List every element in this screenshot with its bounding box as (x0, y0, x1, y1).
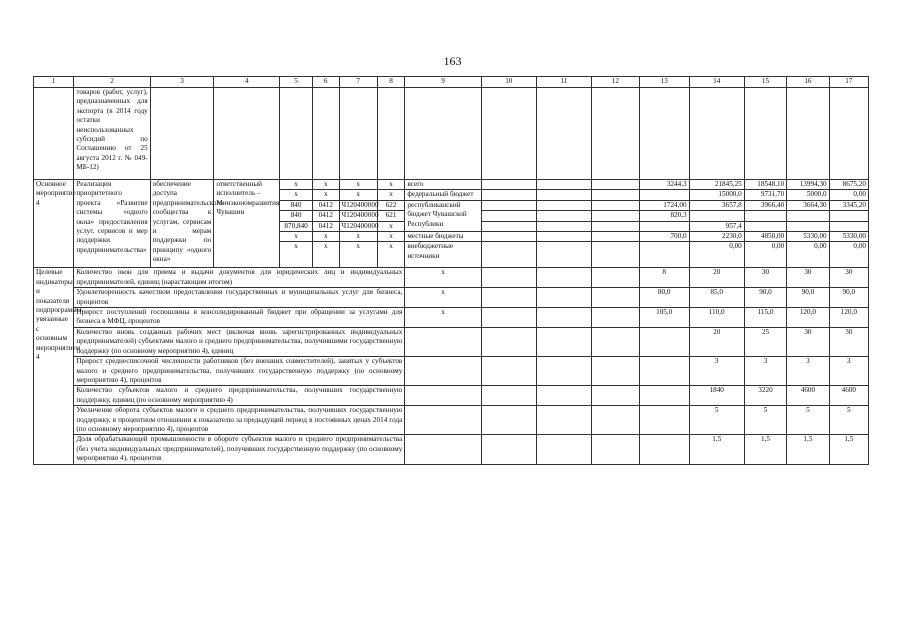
indicator-row (34, 357, 869, 386)
cell-c14: 1,5 (689, 435, 744, 464)
cell-c6: x (313, 232, 340, 242)
indicator-text: Количество субъектов малого и среднего предпринимательства, получивших государственную поддержку, единиц (по основному мероприятию 4) (74, 386, 405, 406)
header-cell: 1 (34, 77, 74, 88)
cell-c13: 820,3 (639, 211, 689, 221)
header-cell: 6 (313, 77, 340, 88)
cell-c8: x (377, 232, 405, 242)
indicator-text: Прирост среднесписочной численности работников (без внешних совместителей), занятых у субъектов малого и среднего предпринимательства, получивших государственную поддержку (по основному мероприятию 4), процентов (74, 357, 405, 386)
cell-c7: Ч120400000 (339, 200, 377, 210)
cell-c13: 3244,3 (639, 180, 689, 190)
cell-c6: x (313, 190, 340, 200)
cell-c13 (639, 435, 689, 464)
cell-c17: 3345,20 (829, 200, 868, 210)
cell-c13: 80,0 (639, 288, 689, 308)
cell-c14: 20 (689, 268, 744, 288)
cell-c15: 25 (744, 327, 786, 356)
indicator-row (34, 435, 869, 464)
cell-c16 (787, 221, 829, 231)
cell-c17: 3 (829, 357, 868, 386)
cell-c13: 700,0 (639, 232, 689, 242)
cell-c16: 0,00 (787, 242, 829, 268)
cell-c8: x (377, 190, 405, 200)
cell-c6: 0412 (313, 200, 340, 210)
cell-c5: x (280, 242, 313, 268)
event-executor: ответственный исполнитель – Минэкономразвития Чувашии (214, 180, 280, 268)
cell-c17: 4600 (829, 386, 868, 406)
cell-c15: 115,0 (744, 308, 786, 328)
indicator-row (34, 308, 869, 328)
event-row (34, 180, 869, 190)
indicator-row (34, 386, 869, 406)
cell-c16: 3 (787, 357, 829, 386)
cell-c13: 1724,00 (639, 200, 689, 210)
header-cell: 2 (74, 77, 150, 88)
cell-c6: 0412 (313, 221, 340, 231)
cell-c6: x (313, 180, 340, 190)
cell-c15: 0,00 (744, 242, 786, 268)
cell-c13 (639, 221, 689, 231)
indicator-text: Увеличение оборота субъектов малого и среднего предпринимательства, получивших государственную поддержку, в процентном отношении к показателю за предыдущий период в постоянных ценах 2014 года (по основному мероприятию 4), процентов (74, 406, 405, 435)
cell-c17 (829, 211, 868, 221)
cell-c7: x (339, 180, 377, 190)
header-row (34, 77, 869, 88)
page-number: 163 (443, 54, 462, 68)
indicators-label: Целевые индикаторы и показатели подпрограммы, увязанные с основным мероприятием 4 (34, 268, 74, 464)
header-cell: 10 (481, 77, 536, 88)
cell-c16: 13994,30 (787, 180, 829, 190)
cell-c8: x (377, 242, 405, 268)
cell-c14: 15000,0 (689, 190, 744, 200)
header-cell: 9 (405, 77, 481, 88)
cell-c15: 18548,10 (744, 180, 786, 190)
funding-source: всего (405, 180, 481, 190)
cell-c16: 90,0 (787, 288, 829, 308)
cell-c17: 90,0 (829, 288, 868, 308)
cell-c15: 9731,70 (744, 190, 786, 200)
cell-c16: 1,5 (787, 435, 829, 464)
cell-c17: 8675,20 (829, 180, 868, 190)
funding-source: федеральный бюджет (405, 190, 481, 200)
funding-source: республиканский бюджет Чувашской Республики (405, 200, 481, 231)
carry-row (34, 88, 869, 180)
header-cell: 5 (280, 77, 313, 88)
cell-c16: 5 (787, 406, 829, 435)
header-cell: 17 (829, 77, 868, 88)
cell-c5: x (280, 180, 313, 190)
cell-c13 (639, 357, 689, 386)
cell-c15: 3 (744, 357, 786, 386)
cell-c17: 30 (829, 327, 868, 356)
cell-c8: 621 (377, 211, 405, 221)
header-cell: 16 (787, 77, 829, 88)
cell-c15: 4850,00 (744, 232, 786, 242)
cell-c5: x (280, 190, 313, 200)
event-name: Реализация приоритетного проекта «Развитие системы «одного окна» предоставления услуг, сервисов и мер поддержки предпринимательства» (74, 180, 150, 268)
cell-c15: 30 (744, 268, 786, 288)
cell-c9: x (405, 268, 481, 288)
cell-c9 (405, 386, 481, 406)
cell-c16: 30 (787, 268, 829, 288)
cell-c8: x (377, 221, 405, 231)
cell-c14: 957,4 (689, 221, 744, 231)
carry-text: товаров (работ, услуг), предназначенных для экспорта (в 2014 году остатки неиспользованных субсидий по Соглашению от 25 августа 2012 г. № 049-МБ-12) (74, 88, 150, 180)
cell-c9 (405, 435, 481, 464)
cell-c16: 30 (787, 327, 829, 356)
header-cell: 3 (150, 77, 214, 88)
cell-c14: 3 (689, 357, 744, 386)
indicator-text: Доля обрабатывающей промышленности в обороте субъектов малого и среднего предпринимательства (без учета индивидуальных предпринимателей), получивших государственную поддержку (по основному мероприятию 4), процентов (74, 435, 405, 464)
cell-c7: Ч120400000 (339, 221, 377, 231)
cell-c17: 1,5 (829, 435, 868, 464)
cell-c13: 8 (639, 268, 689, 288)
cell-c7: Ч120400000 (339, 211, 377, 221)
cell-c14: 85,0 (689, 288, 744, 308)
funding-source: внебюджетные источники (405, 242, 481, 268)
cell-c9: x (405, 288, 481, 308)
cell-c5: 840 (280, 200, 313, 210)
indicator-row (34, 327, 869, 356)
cell-c17 (829, 221, 868, 231)
indicator-text: Прирост поступлений госпошлины в консолидированный бюджет при обращении за услугами для бизнеса в МФЦ, процентов (74, 308, 405, 328)
indicator-text: Количество окон для приема и выдачи документов для юридических лиц и индивидуальных предпринимателей, единиц (нарастающим итогом) (74, 268, 405, 288)
cell-c8: 622 (377, 200, 405, 210)
cell-c16: 120,0 (787, 308, 829, 328)
cell-c17: 30 (829, 268, 868, 288)
cell-c13 (639, 406, 689, 435)
cell-c15: 1,5 (744, 435, 786, 464)
header-cell: 14 (689, 77, 744, 88)
indicator-row (34, 288, 869, 308)
cell-c14 (689, 211, 744, 221)
header-cell: 13 (639, 77, 689, 88)
cell-c13 (639, 242, 689, 268)
cell-c13 (639, 327, 689, 356)
cell-c17: 5 (829, 406, 868, 435)
cell-c15 (744, 221, 786, 231)
cell-c7: x (339, 242, 377, 268)
cell-c9: x (405, 308, 481, 328)
header-cell: 11 (536, 77, 591, 88)
cell-c14: 0,00 (689, 242, 744, 268)
cell-c8: x (377, 180, 405, 190)
header-cell: 8 (377, 77, 405, 88)
cell-c5: 870,840 (280, 221, 313, 231)
cell-c17: 5330,00 (829, 232, 868, 242)
indicator-text: Удовлетворенность качеством предоставления государственных и муниципальных услуг для бизнеса, процентов (74, 288, 405, 308)
cell-c9 (405, 357, 481, 386)
cell-c16: 3664,30 (787, 200, 829, 210)
cell-c14: 110,0 (689, 308, 744, 328)
header-cell: 4 (214, 77, 280, 88)
cell-c15: 90,0 (744, 288, 786, 308)
cell-c6: x (313, 242, 340, 268)
indicator-text: Количество вновь созданных рабочих мест (включая вновь зарегистрированных индивидуальных предпринимателей) субъектами малого и среднего предпринимательства, получившими государственную поддержку (по основному мероприятию 4), единиц (74, 327, 405, 356)
cell-c17: 0,00 (829, 242, 868, 268)
indicator-row (34, 406, 869, 435)
cell-c14: 2230,0 (689, 232, 744, 242)
cell-c16: 5000,0 (787, 190, 829, 200)
indicator-row (34, 268, 869, 288)
cell-c13 (639, 190, 689, 200)
funding-source: местные бюджеты (405, 232, 481, 242)
cell-c6: 0412 (313, 211, 340, 221)
cell-c13 (639, 386, 689, 406)
cell-c13: 105,0 (639, 308, 689, 328)
program-table (33, 76, 869, 465)
cell-c15: 3220 (744, 386, 786, 406)
cell-c15 (744, 211, 786, 221)
cell-c15: 3966,40 (744, 200, 786, 210)
cell-c5: x (280, 232, 313, 242)
header-cell: 15 (744, 77, 786, 88)
event-label: Основное мероприятие 4 (34, 180, 74, 268)
header-cell: 7 (339, 77, 377, 88)
cell-c7: x (339, 190, 377, 200)
cell-c9 (405, 327, 481, 356)
cell-c16: 5330,00 (787, 232, 829, 242)
cell-c14: 5 (689, 406, 744, 435)
cell-c17: 0,00 (829, 190, 868, 200)
cell-c14: 3657,8 (689, 200, 744, 210)
cell-c16: 4600 (787, 386, 829, 406)
cell-c14: 21845,25 (689, 180, 744, 190)
header-cell: 12 (592, 77, 640, 88)
cell-c15: 5 (744, 406, 786, 435)
cell-c7: x (339, 232, 377, 242)
event-goal: обеспечение доступа предпринимательского сообщества к услугам, сервисам и мерам поддержки по принципу «одного окна» (150, 180, 214, 268)
cell-c14: 1840 (689, 386, 744, 406)
cell-c16 (787, 211, 829, 221)
cell-c5: 840 (280, 211, 313, 221)
cell-c14: 20 (689, 327, 744, 356)
cell-c17: 120,0 (829, 308, 868, 328)
cell-c9 (405, 406, 481, 435)
